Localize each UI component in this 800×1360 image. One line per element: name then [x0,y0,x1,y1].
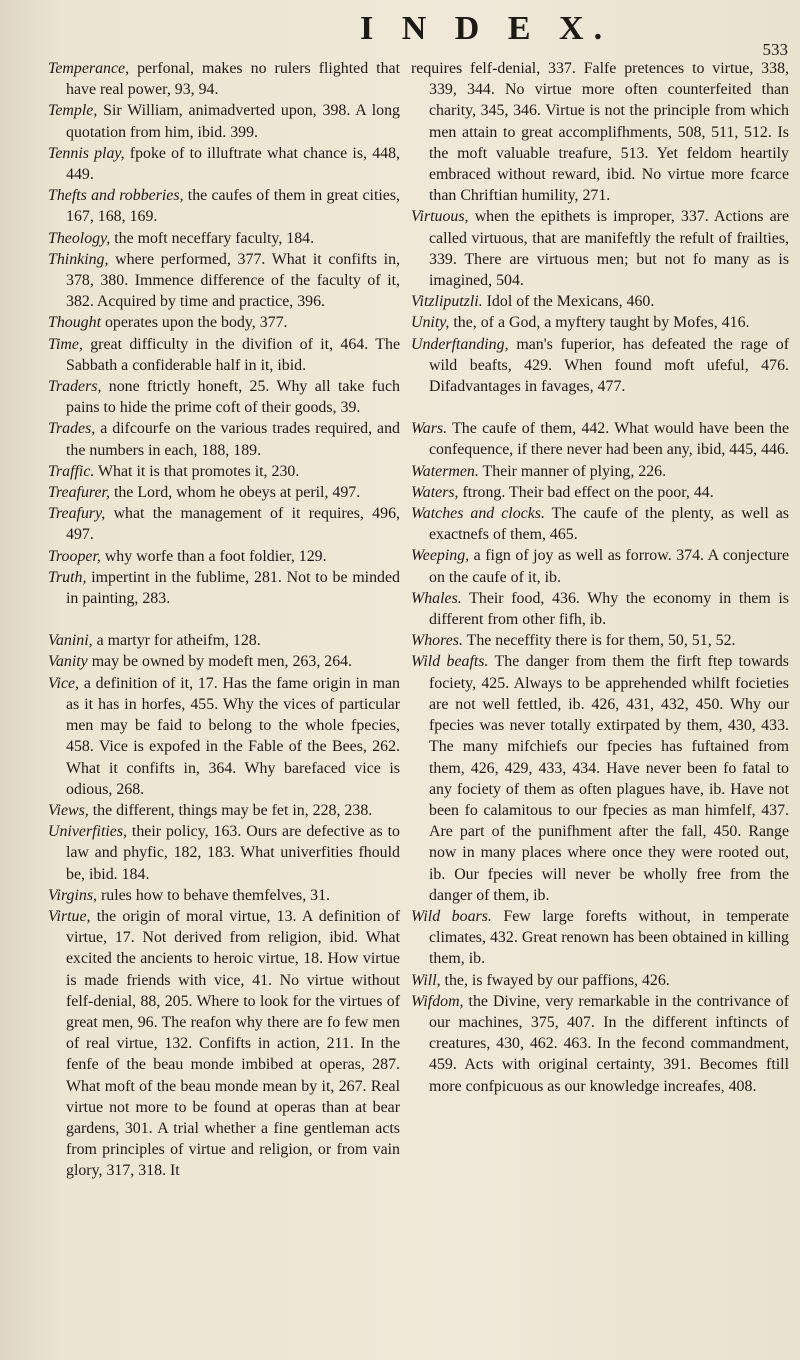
index-entry [411,482,789,503]
index-entry [411,906,789,970]
index-term: Views, [48,801,89,819]
index-entry-text: the, of a God, a myftery taught by Mofes, 416. [449,314,750,332]
index-entry-text: The caufe of the plenty, as well as exactnefs of them, 465. [429,505,789,544]
index-term: Will, [411,971,441,989]
index-entry-text: none ftrictly honeft, 25. Why all take fuch pains to hide the prime coft of their goods, 39. [66,378,400,417]
index-entry [411,651,789,905]
index-term: Treafury, [48,505,106,523]
right-index-column [411,58,789,1097]
index-entry-text: the, is fwayed by our paffions, 426. [440,971,670,989]
index-entry-text: a definition of it, 17. Has the fame origin in man as it has in horfes, 455. Why the vices of particular men may be faid to belong to the whole fpecies, 458. Vice is expofed in the Fable of the Bees, 262. What it confifts in, 364. Why barefaced vice is odious, 268. [66,674,400,798]
index-term: Waters, [411,483,459,501]
index-term: Whores. [411,632,463,650]
index-entry [411,312,789,333]
index-entry [411,588,789,630]
index-entry [48,885,400,906]
index-entry-text: the origin of moral virtue, 13. A definition of virtue, 17. Not derived from religion, ibid. What excited the ancients to heroic virtue, 18. How virtue is made friends with vice, 41. No virtue without felf-denial, 88, 205. Where to look for the virtues of great men, 96. The reafon why there are fo few men of real virtue, 132. Confifts in action, 211. In the fenfe of the beau monde imbibed at operas, 287. What moft of the beau monde mean by it, 267. Real virtue not more to be found at operas than at bear gardens, 301. A trial whether a fine gentleman acts from principles of virtue and religion, or from vain glory, 317, 318. It [66,907,400,1180]
index-entry-text: Few large forefts without, in temperate climates, 432. Great renown has been obtained in killing them, ib. [429,907,789,968]
index-entry-text: may be owned by modeft men, 263, 264. [87,653,353,671]
index-entry [48,821,400,885]
index-entry [411,334,789,398]
index-term: Wifdom, [411,992,464,1010]
index-entry [48,376,400,418]
index-term: Thought [48,314,101,332]
running-title: I N D E X. [360,10,613,47]
index-entry [411,291,789,312]
section-gap [48,609,400,630]
index-entry [48,673,400,800]
index-term: Temple, [48,102,98,120]
index-term: Watches and clocks. [411,505,545,523]
index-term: Thefts and robberies, [48,187,184,205]
index-entry-text: rules how to behave themfelves, 31. [97,886,330,904]
index-entry-text: when the epithets is improper, 337. Actions are called virtuous, that are manifeftly the refult of frailties, 339. There are virtuous men; but not fo many as is imagined, 504. [429,208,789,290]
index-entry-text: the Divine, very remarkable in the contrivance of our machines, 375, 407. In the different inftincts of creatures, 430, 462. 463. In the fecond commandment, 459. Acts with original certainty, 391. Becomes ftill more confpicuous as our knowledge increafes, 408. [429,992,789,1095]
index-entry [411,461,789,482]
index-entry-text: impertint in the fublime, 281. Not to be minded in painting, 283. [66,568,400,608]
index-term: Time, [48,335,83,353]
index-entry-text: Sir William, animadverted upon, 398. A long quotation from him, ibid. 399. [66,102,400,141]
index-entry-text: a martyr for atheifm, 128. [92,632,261,650]
index-entry-text: The caufe of them, 442. What would have been the confequence, if there never had been any, ibid, 445, 446. [429,420,789,459]
index-term: Truth, [48,568,87,586]
index-term: Univerfities, [48,823,127,841]
index-entry-text: perfonal, makes no rulers flighted that have real power, 93, 94. [66,60,400,99]
index-entry-text: the Lord, whom he obeys at peril, 497. [109,484,361,502]
index-entry [411,991,789,1097]
index-entry-text: their policy, 163. Ours are defective as to law and phyfic, 182, 183. What univerfities fhould be, ibid. 184. [66,823,400,883]
index-entry-text: man's fuperior, has defeated the rage of wild beafts, 429. When found moft ufeful, 476. Difadvantages in favages, 477. [429,335,789,396]
index-term: Wars. [411,420,448,438]
index-entry [48,482,400,503]
index-entry-text: the moft neceffary faculty, 184. [110,229,315,247]
index-term: Unity, [411,314,450,332]
index-term: Vanity [48,653,88,671]
index-entry [48,143,400,185]
index-term: Vitzliputzli. [411,293,483,311]
index-entry [48,249,400,313]
index-term: Treafurer, [48,484,110,502]
index-entry [48,461,400,482]
index-term: Virgins, [48,886,97,904]
index-entry [48,630,400,651]
index-entry [48,906,400,1182]
index-term: Theology, [48,229,111,247]
index-entry [411,630,789,651]
index-term: Trooper, [48,547,101,565]
index-term: Watermen. [411,462,479,480]
index-term: Temperance, [48,60,130,77]
index-entry [48,418,400,460]
index-entry [48,651,400,672]
index-entry-text: requires felf-denial, 337. Falfe pretences to virtue, 338, 339, 344. No virtue more often counterfeited than charity, 345, 346. Virtue is not the principle from which men attain to great accomplifhments, 508, 511, 512. Is the moft valuable treafure, 513. Yet feldom heartily embraced without reward, ibid. No virtue more fcarce than Chriftian humility, 271. [411,60,789,205]
page-number: 533 [762,40,788,59]
index-entry [48,100,400,142]
index-entry-text: fpoke of to illuftrate what chance is, 448, 449. [66,144,400,184]
index-entry-text: where performed, 377. What it confifts in, 378, 380. Immence difference of the faculty of it, 382. Acquired by time and practice, 396. [66,250,400,311]
section-gap [411,397,789,418]
index-entry [48,58,400,100]
index-entry [48,546,400,567]
index-entry-text: Their manner of plying, 226. [478,462,667,480]
index-term: Vice, [48,674,80,692]
index-entry-text: The danger from them the firft ftep towards fociety, 425. Always to be apprehended whilft focieties are not well fettled, ib. 426, 431, 432, 450. Why our fpecies was never totally extirpated by them, 430, 433. The many mifchiefs our fpecies has fuftained from them, 426, 429, 433, 434. Have never been fo fatal to any fociety of them as often plagues have, ib. Have not been fo calamitous to our fpecies as man himfelf, 437. Are part of the punifhment after the fall, 450. Range now in many places where once they were rooted out, ib. Our fpecies will never be wholly free from the danger of them, ib. [429,653,789,904]
index-term: Traders, [48,378,102,396]
index-term: Whales. [411,589,462,607]
index-entry [48,312,400,333]
index-entry-text: The neceffity there is for them, 50, 51, 52. [462,632,736,650]
index-entry [48,228,400,249]
index-term: Wild beafts. [411,653,489,671]
index-term: Vanini, [48,632,93,650]
index-entry [48,503,400,545]
index-term: Virtuous, [411,208,469,226]
index-entry-text: the caufes of them in great cities, 167, 168, 169. [66,187,400,226]
index-entry-text: great difficulty in the divifion of it, 464. The Sabbath a confiderable half in it, ibid. [66,335,400,374]
index-term: Wild boars. [411,907,492,925]
index-entry [48,567,400,609]
index-entry-text: a difcourfe on the various trades required, and the numbers in each, 188, 189. [66,420,400,459]
index-entry [411,970,789,991]
index-entry-text: Their food, 436. Why the economy in them is different from other fifh, ib. [429,589,789,629]
index-entry-text: why worfe than a foot foldier, 129. [100,547,327,565]
index-entry [411,418,789,460]
index-term: Tennis play, [48,144,125,162]
index-term: Trades, [48,420,96,438]
index-entry-text: What it is that promotes it, 230. [94,462,300,480]
index-entry-text: Idol of the Mexicans, 460. [482,293,655,311]
index-entry [411,545,789,587]
index-term: Underftanding, [411,335,509,353]
index-term: Thinking, [48,250,109,268]
index-term: Traffic. [48,462,95,480]
index-entry-text: operates upon the body, 377. [100,314,288,332]
index-entry [48,334,400,376]
page-header [0,10,800,58]
index-entry-text: ftrong. Their bad effect on the poor, 44. [458,483,714,501]
index-entry [48,800,400,821]
left-index-column [48,58,400,1182]
index-entry-text: what the management of it requires, 496, 497. [66,505,400,544]
index-entry [411,58,789,206]
index-entry [411,206,789,291]
index-term: Weeping, [411,547,470,565]
index-entry-text: the different, things may be fet in, 228, 238. [88,801,373,819]
index-entry-text: a fign of joy as well as forrow. 374. A conjecture on the caufe of it, ib. [429,547,789,586]
index-term: Virtue, [48,907,91,925]
index-entry [411,503,789,545]
index-entry [48,185,400,227]
